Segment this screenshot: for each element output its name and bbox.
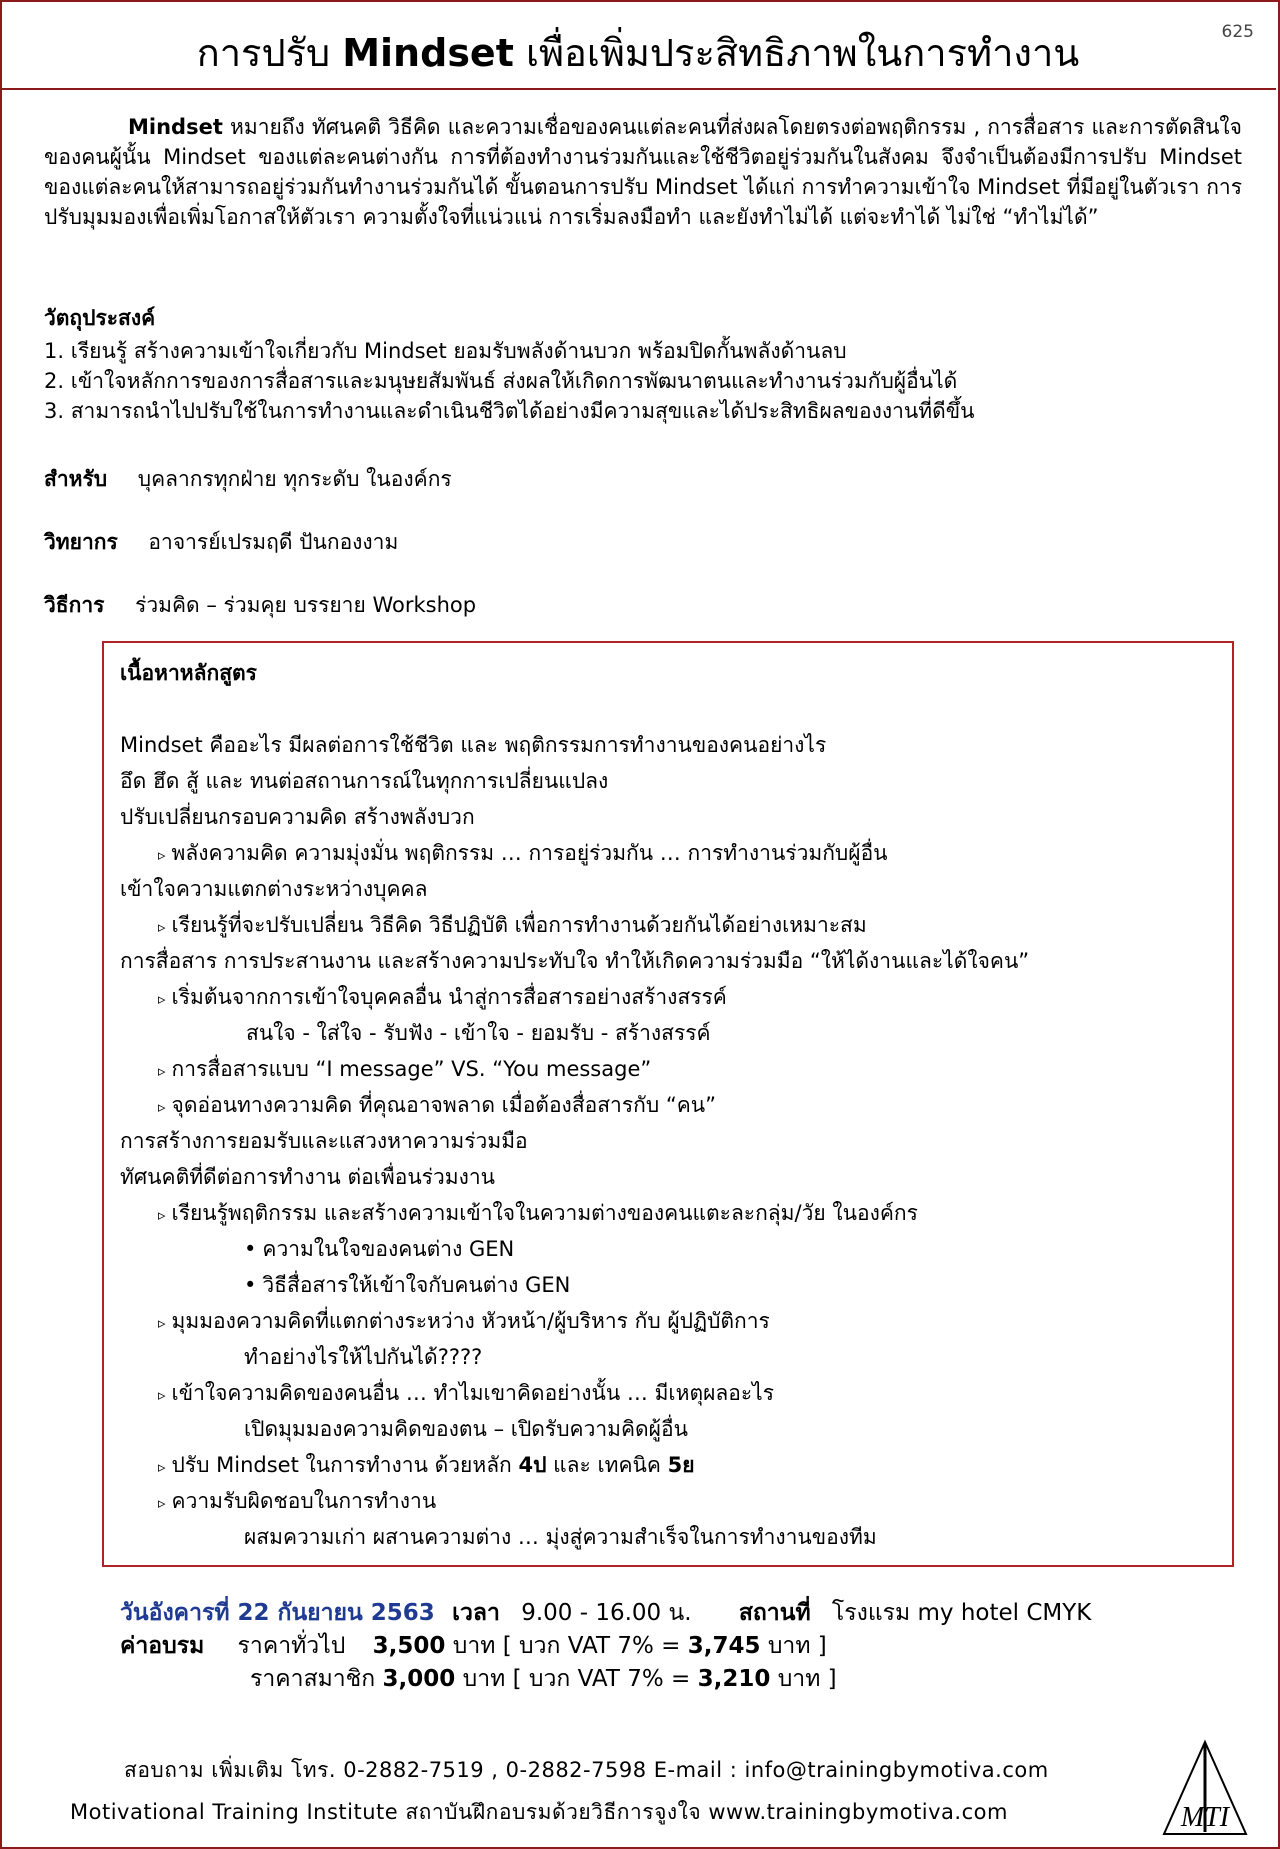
page-number: 625 [1221,22,1254,42]
objective-item: 2. เข้าใจหลักการของการสื่อสารและมนุษยสัมพันธ์ ส่งผลให้เกิดการพัฒนาตนและทำงานร่วมกับผู้อื่นได้ [44,369,958,393]
dot-bullet-icon: • [244,1237,257,1261]
fee-label: ค่าอบรม [120,1633,205,1659]
course-detail: สนใจ - ใส่ใจ - รับฟัง - เข้าใจ - ยอมรับ - สร้างสรรค์ [246,1021,711,1045]
speaker-label: วิทยากร [44,530,118,554]
method-label: วิธีการ [44,593,105,617]
course-date: วันอังคารที่ 22 กันยายน 2563 [120,1600,435,1626]
course-subline: ▹ จุดอ่อนทางความคิด ที่คุณอาจพลาด เมื่อต้องสื่อสารกับ “คน” [158,1093,717,1117]
intro-text: หมายถึง ทัศนคติ วิธีคิด และความเชื่อของคนแต่ละคนที่ส่งผลโดยตรงต่อพฤติกรรม , การสื่อสาร และการตัดสินใจของคนผู้นั้น Mindset ของแต่ละคนต่างกัน การที่ต้องทำงานร่วมกันและใช้ชีวิตอยู่ร่วมกันในสังคม จึงจำเป็นต้องมีการปรับ Mindset ของแต่ละคนให้สามารถอยู่ร่วมกันทำงานร่วมกันได้ ขั้นตอนการปรับ Mindset ได้แก่ การทำความเข้าใจ Mindset ที่มีอยู่ในตัวเรา การปรับมุมมองเพื่อเพิ่มโอกาสให้ตัวเรา ความตั้งใจที่แน่วแน่ การเริ่มลงมือทำ และยังทำไม่ได้ แต่จะทำได้ ไม่ใช่ “ทำไม่ได้” [44,115,1242,229]
objective-item: 3. สามารถนำไปปรับใช้ในการทำงานและดำเนินชีวิตได้อย่างมีความสุขและได้ประสิทธิผลของงานที่ดีขึ้น [44,399,975,423]
title-prefix: การปรับ [196,31,331,75]
intro-lead: Mindset [128,115,223,139]
schedule-block [120,1597,1091,1696]
fee-line-general [120,1630,1091,1663]
course-line: ปรับเปลี่ยนกรอบความคิด สร้างพลังบวก [120,805,475,829]
member-label: ราคาสมาชิก [250,1666,376,1692]
course-subline: ▹ เริ่มต้นจากการเข้าใจบุคคลอื่น นำสู่การสื่อสารอย่างสร้างสรรค์ [158,985,727,1009]
course-subline: ▹ เรียนรู้ที่จะปรับเปลี่ยน วิธีคิด วิธีปฏิบัติ เพื่อการทำงานด้วยกันได้อย่างเหมาะสม [158,913,867,937]
course-detail: ทำอย่างไรให้ไปกันได้???? [244,1345,483,1369]
objectives-list [44,336,974,426]
speaker-row [44,526,398,559]
title-bold: Mindset [342,31,514,75]
course-line: ทัศนคติที่ดีต่อการทำงาน ต่อเพื่อนร่วมงาน [120,1165,495,1189]
objective-item: 1. เรียนรู้ สร้างความเข้าใจเกี่ยวกับ Mindset ยอมรับพลังด้านบวก พร้อมปิดกั้นพลังด้านลบ [44,339,847,363]
audience-value: บุคลากรทุกฝ่าย ทุกระดับ ในองค์กร [137,467,452,491]
course-dot-item: • ความในใจของคนต่าง GEN [244,1237,515,1261]
contact-info: สอบถาม เพิ่มเติม โทร. 0-2882-7519 , 0-2882-7598 E-mail : info@trainingbymotiva.com [124,1758,1049,1782]
course-detail: ผสมความเก่า ผสานความต่าง … มุ่งสู่ความสำเร็จในการทำงานของทีม [244,1525,877,1549]
triangle-bullet-icon: ▹ [158,1314,166,1332]
dot-bullet-icon: • [244,1273,257,1297]
triangle-bullet-icon: ▹ [158,1206,166,1224]
course-line: การสร้างการยอมรับและแสวงหาความร่วมมือ [120,1129,528,1153]
course-dot-item: • วิธีสื่อสารให้เข้าใจกับคนต่าง GEN [244,1273,571,1297]
course-subline: ▹ การสื่อสารแบบ “I message” VS. “You message” [158,1057,652,1081]
title-bar [0,0,1276,90]
triangle-bullet-icon: ▹ [158,846,166,864]
triangle-bullet-icon: ▹ [158,1098,166,1116]
audience-row [44,463,452,496]
member-vat: บาท [ บวก VAT 7% = [462,1666,691,1692]
objectives-heading: วัตถุประสงค์ [44,306,156,330]
speaker-value: อาจารย์เปรมฤดี ปันกองงาม [148,530,399,554]
venue-label: สถานที่ [738,1600,811,1626]
time-value: 9.00 - 16.00 น. [521,1600,692,1626]
footer-text: Motivational Training Institute สถาบันฝึกอบรมด้วยวิธีการจูงใจ www.trainingbymotiva.com [70,1800,1008,1824]
venue-value: โรงแรม my hotel CMYK [831,1600,1092,1626]
course-line: การสื่อสาร การประสานงาน และสร้างความประทับใจ ทำให้เกิดความร่วมมือ “ให้ได้งานและได้ใจคน” [120,949,1030,973]
logo-text: MTI [1180,1802,1230,1833]
fee-line-member [120,1663,1091,1696]
course-subline: ▹ มุมมองความคิดที่แตกต่างระหว่าง หัวหน้า/ผู้บริหาร กับ ผู้ปฏิบัติการ [158,1309,770,1333]
triangle-bullet-icon: ▹ [158,1458,166,1476]
triangle-bullet-icon: ▹ [158,1062,166,1080]
course-subline: ▹ เข้าใจความคิดของคนอื่น … ทำไมเขาคิดอย่างนั้น … มีเหตุผลอะไร [158,1381,774,1405]
course-subline: ▹ เรียนรู้พฤติกรรม และสร้างความเข้าใจในความต่างของคนแตะละกลุ่ม/วัย ในองค์กร [158,1201,918,1225]
triangle-bullet-icon: ▹ [158,918,166,936]
general-total: 3,745 [687,1633,761,1659]
course-line: เข้าใจความแตกต่างระหว่างบุคคล [120,877,428,901]
title-suffix: เพื่อเพิ่มประสิทธิภาพในการทำงาน [525,31,1080,75]
general-vat: บาท [ บวก VAT 7% = [452,1633,681,1659]
course-content-box [102,641,1234,1567]
triangle-bullet-icon: ▹ [158,990,166,1008]
triangle-bullet-icon: ▹ [158,1386,166,1404]
audience-label: สำหรับ [44,467,108,491]
general-suffix: บาท ] [767,1633,827,1659]
course-line: Mindset คืออะไร มีผลต่อการใช้ชีวิต และ พฤติกรรมการทำงานของคนอย่างไร [120,733,827,757]
intro-paragraph [44,112,1242,232]
method-row [44,589,476,622]
course-heading: เนื้อหาหลักสูตร [120,661,257,685]
general-price: 3,500 [372,1633,446,1659]
mti-logo [1160,1738,1250,1838]
page-title [0,22,1276,83]
course-subline: ▹ ความรับผิดชอบในการทำงาน [158,1489,437,1513]
method-value: ร่วมคิด – ร่วมคุย บรรยาย Workshop [135,593,477,617]
member-total: 3,210 [697,1666,771,1692]
member-price: 3,000 [382,1666,456,1692]
general-label: ราคาทั่วไป [237,1633,346,1659]
schedule-line [120,1597,1091,1630]
member-suffix: บาท ] [777,1666,837,1692]
course-subline: ▹ ปรับ Mindset ในการทำงาน ด้วยหลัก 4ป และ เทคนิค 5ย [158,1453,695,1477]
course-line: อึด ฮึด สู้ และ ทนต่อสถานการณ์ในทุกการเปลี่ยนแปลง [120,769,609,793]
time-label: เวลา [452,1600,500,1626]
course-subline: ▹ พลังความคิด ความมุ่งมั่น พฤติกรรม … การอยู่ร่วมกัน … การทำงานร่วมกับผู้อื่น [158,841,888,865]
course-lines [120,727,1029,1555]
course-detail: เปิดมุมมองความคิดของตน – เปิดรับความคิดผู้อื่น [244,1417,688,1441]
triangle-bullet-icon: ▹ [158,1494,166,1512]
